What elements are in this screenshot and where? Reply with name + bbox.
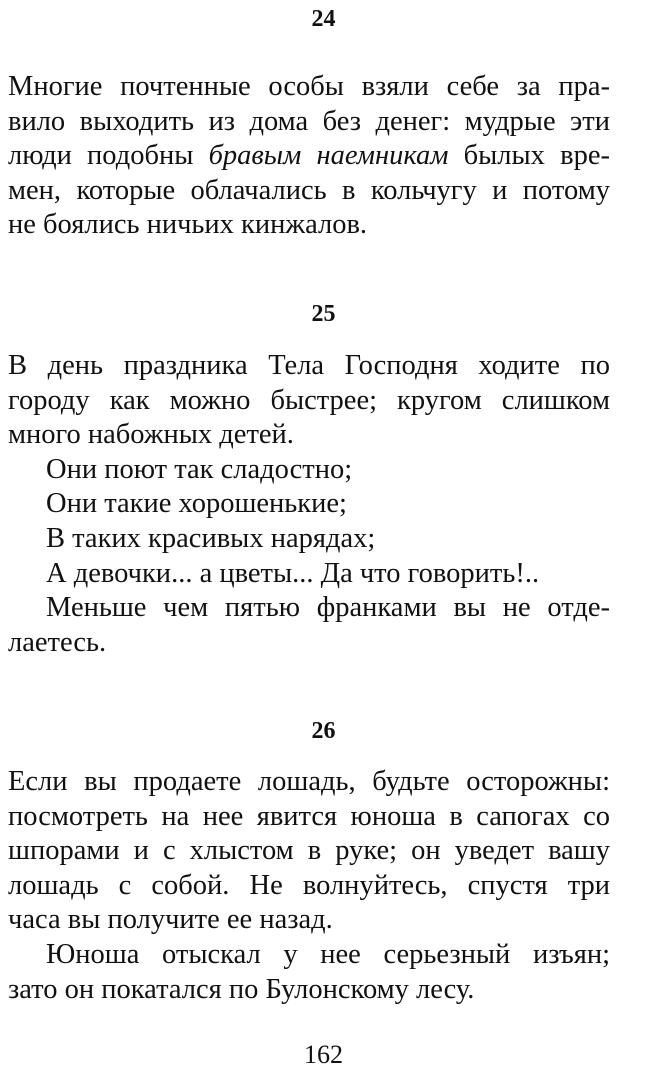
text-line: лошадь с собой. Не волнуйтесь, спустя три <box>8 869 610 901</box>
text-line: В день праздника Тела Господня ходите по <box>8 350 610 381</box>
text-line: не боялись ничьих кинжалов. <box>8 209 368 241</box>
page-number: 162 <box>304 1040 343 1069</box>
text-line: вило выходить из дома без денег: мудрые эти <box>8 105 610 137</box>
text-line: Они поют так сладостно; <box>46 453 353 485</box>
section-body <box>8 70 610 243</box>
section-number: 25 <box>311 301 336 327</box>
text-line: А девочки... а цветы... Да что говорить!.. <box>46 557 540 589</box>
text-line: мен, которые облачались в кольчугу и потому <box>8 174 610 206</box>
text-line: В таких красивых нарядах; <box>46 522 376 554</box>
section-body <box>8 349 610 660</box>
text-line: Меньше чем пятью франками вы не отде- <box>46 592 610 624</box>
text-line: часа вы получите ее назад. <box>8 904 333 936</box>
text-line: городу как можно быстрее; кругом слишком <box>8 384 610 416</box>
text-line-part: былых вре- <box>448 140 610 172</box>
text-line: Если вы продаете лошадь, будьте осторожны: <box>8 766 610 797</box>
text-line: посмотреть на нее явится юноша в сапогах со <box>8 800 610 832</box>
text-line: зато он покатался по Булонскому лесу. <box>8 973 475 1005</box>
text-line: Юноша отыскал у нее серьезный изъян; <box>46 938 610 970</box>
text-line: шпорами и с хлыстом в руке; он уведет вашу <box>8 835 610 867</box>
text-line <box>8 139 610 174</box>
section-number: 24 <box>311 6 336 32</box>
section-body <box>8 765 610 1007</box>
italic-phrase: бравым наемникам <box>208 140 449 172</box>
text-line: Они такие хорошенькие; <box>46 488 347 520</box>
text-line-part: люди подобны <box>8 140 209 172</box>
section-number: 26 <box>311 718 336 744</box>
text-line: много набожных детей. <box>8 419 294 451</box>
text-line: лаетесь. <box>8 626 107 658</box>
text-line: Многие почтенные особы взяли себе за пра- <box>8 71 610 102</box>
